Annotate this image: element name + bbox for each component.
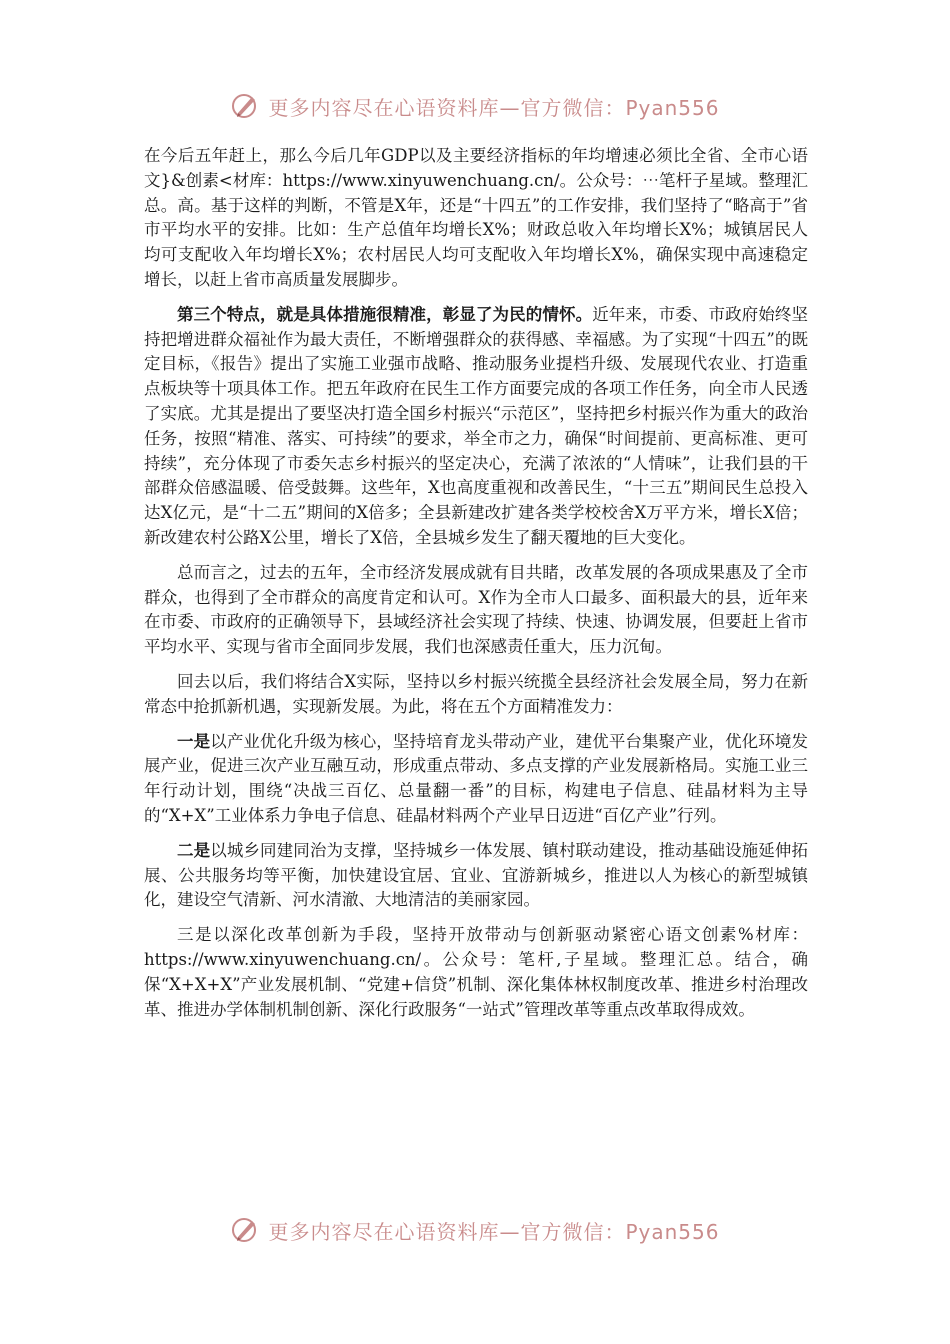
paragraph-5-lead: 一是	[177, 731, 211, 751]
paragraph-3: 总而言之，过去的五年，全市经济发展成就有目共睹，改革发展的各项成果惠及了全市群众，也得到了全市群众的高度肯定和认可。X作为全市人口最多、面积最大的县，近年来在市委、市政府的正确领导下，县域经济社会实现了持续、快速、协调发展，但要赶上省市平均水平、实现与省市全面同步发展，我们也深感责任重大，压力沉甸。	[144, 562, 808, 657]
paragraph-1: 在今后五年赶上，那么今后几年GDP以及主要经济指标的年均增速必须比全省、全市心语文}&创素<材库：https://www.xinyuwenchuang.cn/。公众号：⋯笔杆子星域。整理汇总。高。基于这样的判断，不管是X年，还是“十四五”的工作安排，我们坚持了“略高于”省市平均水平的安排。比如：生产总值年均增长X%；财政总收入年均增长X%；城镇居民人均可支配收入年均增长X%；农村居民人均可支配收入年均增长X%，确保实现中高速稳定增长，以赶上省市高质量发展脚步。	[144, 146, 808, 289]
paragraph-2	[144, 303, 808, 551]
paragraph-7: 三是以深化改革创新为手段，坚持开放带动与创新驱动紧密心语文创素%材库：https://www.xinyuwenchuang.cn/。公众号：笔杆,子星域。整理汇总。结合，确保“X+X+X”产业发展机制、“党建+信贷”机制、深化集体林权制度改革、推进乡村治理改革、推进办学体制机制创新、深化行政服务“一站式”管理改革等重点改革取得成效。	[144, 925, 808, 1019]
paragraph-5	[144, 730, 808, 829]
paragraph-6-lead: 二是	[177, 840, 211, 860]
pen-logo-icon	[230, 1215, 260, 1245]
pen-logo-icon	[230, 91, 260, 121]
paragraph-2-lead: 第三个特点，就是具体措施很精准，彰显了为民的情怀。	[177, 304, 593, 324]
paragraph-2-text: 近年来，市委、市政府始终坚持把增进群众福祉作为最大责任，不断增强群众的获得感、幸福感。为了实现“十四五”的既定目标，《报告》提出了实施工业强市战略、推动服务业提档升级、发展现代农业、打造重点板块等十项具体工作。把五年政府在民生工作方面要完成的各项工作任务，向全市人民透了实底。尤其是提出了要坚决打造全国乡村振兴“示范区”，坚持把乡村振兴作为重大的政治任务，按照“精准、落实、可持续”的要求，举全市之力，确保“时间提前、更高标准、更可持续”，充分体现了市委矢志乡村振兴的坚定决心，充满了浓浓的“人情味”，让我们县的干部群众倍感温暖、倍受鼓舞。这些年，X也高度重视和改善民生，“十三五”期间民生总投入达X亿元，是“十二五”期间的X倍多；全县新建改扩建各类学校校舍X万平方米，增长X倍；新改建农村公路X公里，增长了X倍，全县城乡发生了翻天覆地的巨大变化。	[144, 304, 809, 547]
footer-watermark-banner	[0, 1210, 950, 1250]
paragraph-6-text: 以城乡同建同治为支撑，坚持城乡一体发展、镇村联动建设，推动基础设施延伸拓展、公共服务均等平衡，加快建设宜居、宜业、宜游新城乡，推进以人为核心的新型城镇化，建设空气清新、河水清澈、大地清洁的美丽家园。	[144, 840, 809, 910]
document-body	[144, 144, 808, 1032]
banner-text: 更多内容尽在心语资料库—官方微信：Pyan556	[268, 1219, 720, 1244]
banner-text: 更多内容尽在心语资料库—官方微信：Pyan556	[268, 95, 720, 120]
paragraph-5-text: 以产业优化升级为核心，坚持培育龙头带动产业，建优平台集聚产业，优化环境发展产业，促进三次产业互融互动，形成重点带动、多点支撑的产业发展新格局。实施工业三年行动计划，围绕“决战三百亿、总量翻一番”的目标，构建电子信息、硅晶材料为主导的“X+X”工业体系力争电子信息、硅晶材料两个产业早日迈进“百亿产业”行列。	[144, 731, 809, 825]
header-watermark-banner	[0, 86, 950, 126]
paragraph-6	[144, 839, 808, 913]
paragraph-4: 回去以后，我们将结合X实际，坚持以乡村振兴统揽全县经济社会发展全局，努力在新常态中抢抓新机遇，实现新发展。为此，将在五个方面精准发力：	[144, 671, 808, 716]
